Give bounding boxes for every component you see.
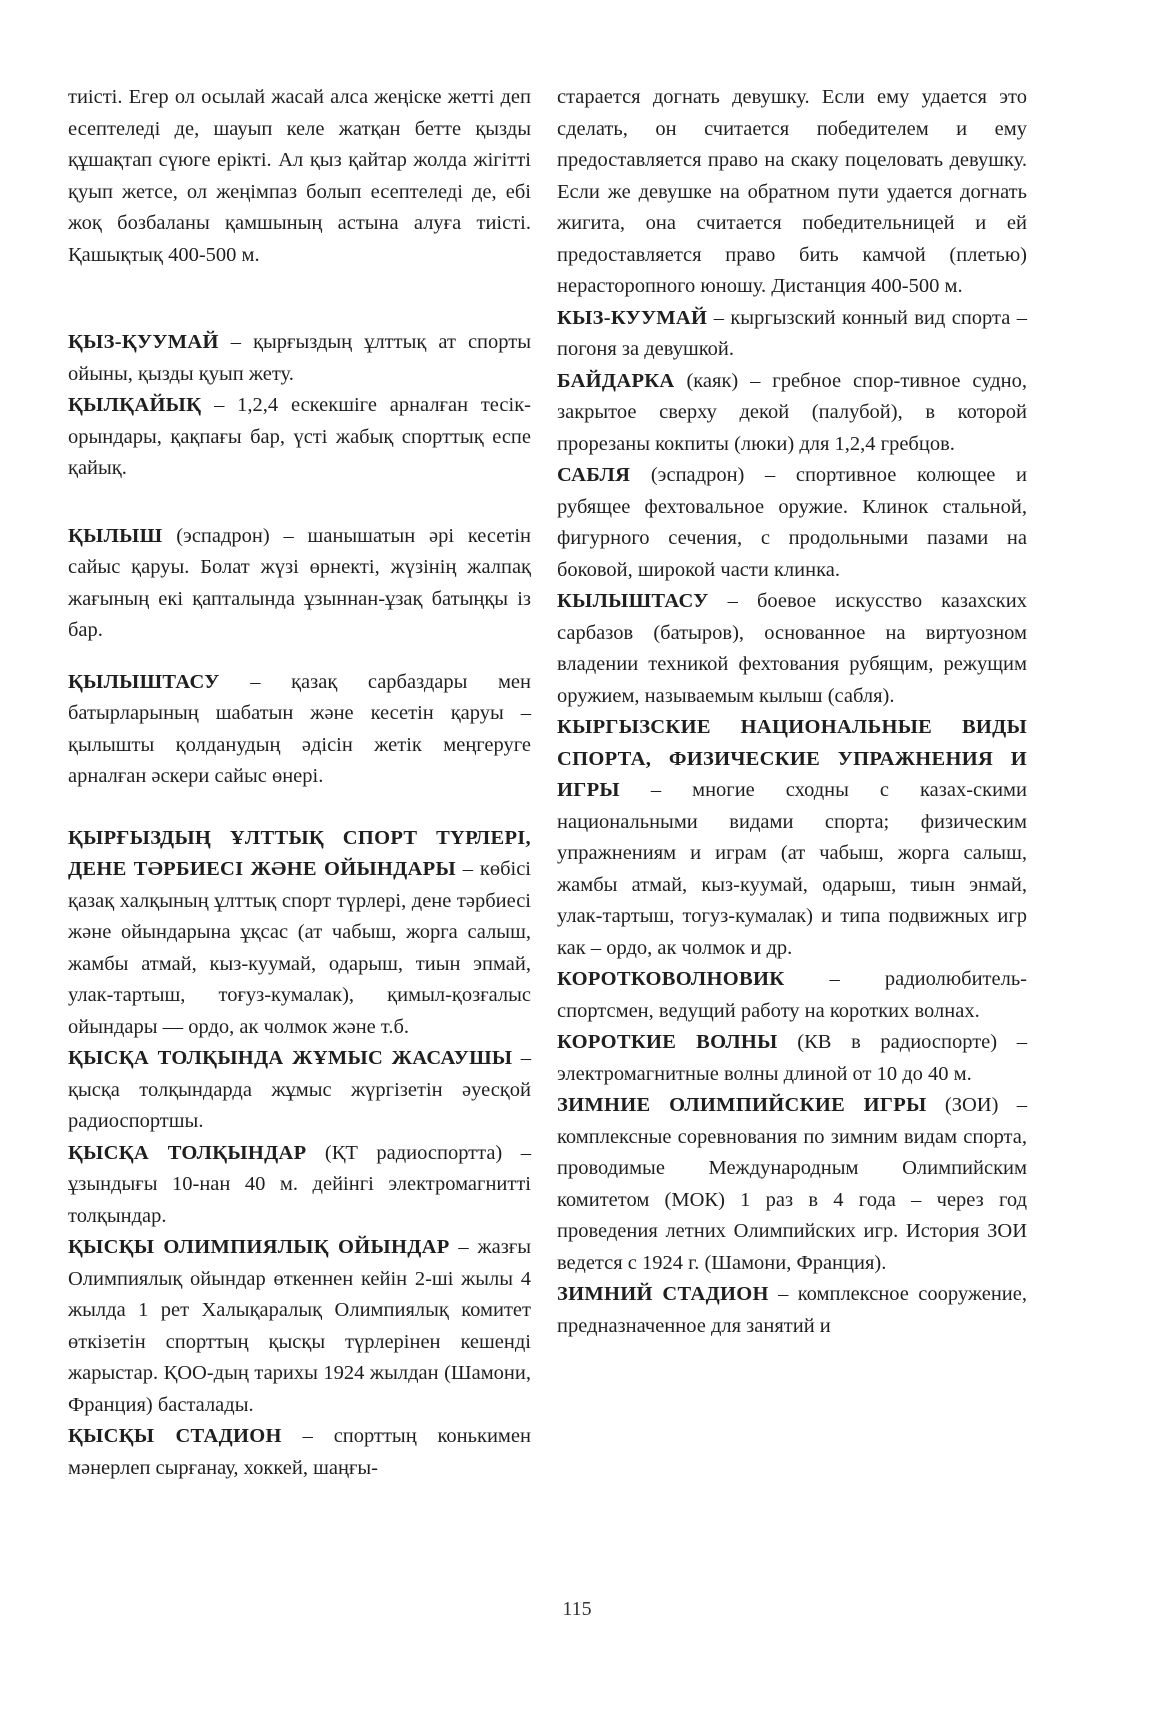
left-column-kazakh [68, 82, 531, 1484]
kazakh-entry [68, 1421, 531, 1484]
kazakh-entry-term: ҚЫСҚЫ СТАДИОН [68, 1425, 282, 1447]
russian-entry [557, 712, 1027, 964]
kazakh-entry-term: ҚЫЗ-ҚУУМАЙ [68, 331, 219, 353]
russian-entry-definition: (КВ в радиоспорте) – электромагнитные волны длиной от 10 до 40 м. [557, 1031, 1028, 1085]
kazakh-entry [68, 1138, 531, 1233]
russian-entry-definition: – многие сходны с казах-скими национальными видами спорта; физическим упражнениям и играм (ат чабыш, жорга салыш, жамбы атмай, кыз-куумай, одарыш, тиын энмай, улак-тартыш, тогуз-кумалак) и типа подвижных игр как – ордо, ак чолмок и др. [557, 779, 1027, 959]
russian-entry [557, 1027, 1027, 1090]
russian-entry-term: КЫЗ-КУУМАЙ [557, 306, 708, 329]
kazakh-entry-definition: (эспадрон) – шанышатын әрі кесетін сайыс қаруы. Болат жүзі өрнекті, жүзінің жалпақ жағының екі қапталында ұзыннан-ұзақ батыңқы із бар. [68, 524, 531, 641]
kazakh-entry [68, 1232, 531, 1421]
russian-entry-definition: – боевое искусство казахских сарбазов (батыров), основанное на виртуозном владении техникой фехтования рубящим, режущим оружием, называемым кылыш (сабля). [557, 590, 1027, 707]
right-column-russian [557, 82, 1027, 1342]
russian-entry-term: ЗИМНИЕ ОЛИМПИЙСКИЕ ИГРЫ [557, 1094, 927, 1116]
russian-entry [557, 1279, 1027, 1342]
russian-entry [557, 366, 1027, 461]
russian-entry [557, 1090, 1027, 1279]
kazakh-entry [68, 521, 531, 647]
russian-entry-term: КЫЛЫШТАСУ [557, 590, 709, 612]
russian-entry-term: САБЛЯ [557, 464, 631, 486]
kazakh-entry-term: ҚЫЛЫШ [68, 524, 163, 547]
kazakh-entry-definition: (ҚТ радиоспортта) – ұзындығы 10-нан 40 м. дейінгі электромагнитті толқындар. [68, 1141, 531, 1227]
russian-entry-term: КОРОТКИЕ ВОЛНЫ [557, 1031, 778, 1053]
russian-entry-definition: – кыргызский конный вид спорта – погоня за девушкой. [557, 306, 1027, 360]
kazakh-entry-definition: – қазақ сарбаздары мен батырларының шабатын және кесетін қаруы – қылышты қолданудың әдісін жетік меңгеруге арналған әскери сайыс өнері. [68, 670, 531, 787]
kazakh-entry-term: ҚЫРҒЫЗДЫҢ ҰЛТТЫҚ СПОРТ ТҮРЛЕРІ, ДЕНЕ ТӘРБИЕСІ ЖӘНЕ ОЙЫНДАРЫ [68, 826, 531, 880]
russian-entry-definition: – комплексное сооружение, предназначенное для занятий и [557, 1283, 1027, 1337]
kazakh-entry-term: ҚЫСҚА ТОЛҚЫНДАР [68, 1141, 307, 1164]
russian-entry [557, 460, 1027, 586]
russian-entry-definition: (ЗОИ) – комплексные соревнования по зимним видам спорта, проводимые Международным Олимпийским комитетом (МОК) 1 раз в 4 года – через год проведения летних Олимпийских игр. История ЗОИ ведется с 1924 г. (Шамони, Франция). [557, 1094, 1027, 1274]
russian-entry-definition: (каяк) – гребное спор-тивное судно, закрытое сверху декой (палубой), в которой прорезаны кокпиты (люки) для 1,2,4 гребцов. [557, 369, 1027, 455]
kazakh-entry-term: ҚЫЛЫШТАСУ [68, 670, 220, 693]
kazakh-entry-definition: – көбісі қазақ халқының ұлттық спорт түрлері, дене тәрбиесі және ойындарына ұқсас (ат чабыш, жорга салыш, жамбы атмай, кыз-куумай, одарыш, тиын эпмай, улак-тартыш, тоғуз-кумалак), қимыл-қозғалыс ойындары — ордо, ак чолмок және т.б. [68, 858, 531, 1038]
kazakh-entry-term: ҚЫСҚЫ ОЛИМПИЯЛЫҚ ОЙЫНДАР [68, 1236, 450, 1258]
kazakh-entry-definition: – қырғыздың ұлттық ат спорты ойыны, қызды қуып жету. [68, 331, 531, 385]
russian-entry [557, 303, 1027, 366]
kazakh-entry-term: ҚЫЛҚАЙЫҚ [68, 394, 202, 416]
kazakh-entry-definition: – 1,2,4 ескекшіге арналған тесік-орындары, қақпағы бар, үсті жабық спорттық еспе қайық. [68, 394, 531, 479]
kazakh-entry-definition: – жазғы Олимпиялық ойындар өткеннен кейін 2-ші жылы 4 жылда 1 рет Халықаралық Олимпиялық комитет өткізетін спорттың қысқы түрлерінен кешенді жарыстар. ҚОО-дың тарихы 1924 жылдан (Шамони, Франция) басталады. [68, 1236, 531, 1416]
kazakh-entry-term: ҚЫСҚА ТОЛҚЫНДА ЖҰМЫС ЖАСАУШЫ [68, 1047, 513, 1069]
kazakh-entry-definition: – қысқа толқындарда жұмыс жүргізетін әуесқой радиоспортшы. [68, 1047, 532, 1132]
kazakh-entry-definition: – спорттың конькимен мәнерлеп сырғанау, хоккей, шаңғы- [68, 1425, 531, 1479]
russian-entry [557, 82, 1027, 303]
kazakh-entry [68, 82, 531, 271]
russian-entry-definition: (эспадрон) – спортивное колющее и рубящее фехтовальное оружие. Клинок стальной, фигурного сечения, с продольными пазами на боковой, широкой части клинка. [557, 464, 1027, 581]
kazakh-entry [68, 1043, 531, 1138]
russian-entry-term: КЫРГЫЗСКИЕ НАЦИОНАЛЬНЫЕ ВИДЫ СПОРТА, ФИЗИЧЕСКИЕ УПРАЖНЕНИЯ И ИГРЫ [557, 716, 1027, 801]
kazakh-entry [68, 327, 531, 390]
russian-entry [557, 964, 1027, 1027]
russian-entry [557, 586, 1027, 712]
page-number: 115 [562, 1598, 592, 1620]
kazakh-entry-definition: тиісті. Егер ол осылай жасай алса жеңіске жетті деп есептеледі де, шауып келе жатқан бетте қызды құшақтап сүюге ерікті. Ал қыз қайтар жолда жігітті қуып жетсе, ол жеңімпаз болып есептеледі де, ебі жоқ бозбаланы қамшының астына алуға тиісті. Қашықтық 400-500 м. [68, 86, 531, 266]
kazakh-entry [68, 667, 531, 793]
russian-entry-term: ЗИМНИЙ СТАДИОН [557, 1283, 769, 1305]
kazakh-entry [68, 823, 531, 1044]
russian-entry-definition: старается догнать девушку. Если ему удается это сделать, он считается победителем и ему предоставляется право на скаку поцеловать девушку. Если же девушке на обратном пути удается догнать жигита, она считается победительницей и ей предоставляется право бить камчой (плетью) нерасторопного юношу. Дистанция 400-500 м. [557, 86, 1027, 297]
russian-entry-term: БАЙДАРКА [557, 369, 675, 392]
russian-entry-definition: – радиолюбитель-спортсмен, ведущий работу на коротких волнах. [557, 968, 1027, 1022]
russian-entry-term: КОРОТКОВОЛНОВИК [557, 968, 785, 990]
kazakh-entry [68, 390, 531, 485]
